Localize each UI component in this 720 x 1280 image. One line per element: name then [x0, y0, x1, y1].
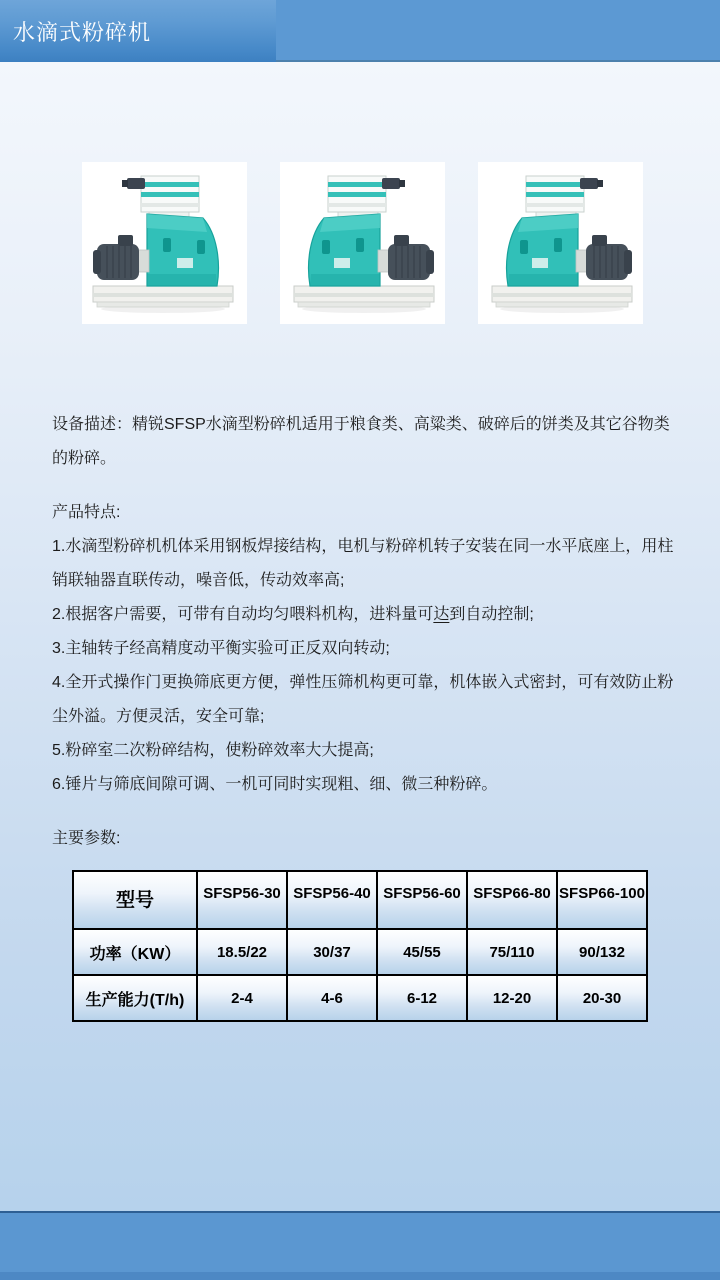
feature-item-2-underlined: 达 — [433, 606, 450, 623]
table-header-sfsp66-100: SFSP66-100 — [557, 871, 647, 929]
capacity-cell-2: 4-6 — [287, 975, 377, 1021]
table-header-row — [73, 871, 647, 929]
content-area — [0, 62, 720, 1211]
table-header-model: 型号 — [73, 871, 197, 929]
table-row-power — [73, 929, 647, 975]
capacity-cell-5: 20-30 — [557, 975, 647, 1021]
params-table — [72, 870, 648, 1022]
table-row-capacity — [73, 975, 647, 1021]
product-gallery — [82, 162, 720, 324]
table-header-sfsp56-30: SFSP56-30 — [197, 871, 287, 929]
text-column — [52, 408, 674, 856]
feature-item-6: 6.锤片与筛底间隙可调、一机可同时实现粗、细、微三种粉碎。 — [52, 776, 498, 793]
page-title: 水滴式粉碎机 — [13, 19, 152, 45]
power-cell-3: 45/55 — [377, 929, 467, 975]
page-title-tab — [0, 0, 276, 62]
feature-item-1: 1.水滴型粉碎机机体采用钢板焊接结构，电机与粉碎机转子安装在同一水平底座上，用柱销联轴器直联传动，噪音低，传动效率高; — [52, 538, 674, 589]
machine-illustration-icon — [82, 162, 247, 324]
product-photo-2[interactable] — [280, 162, 445, 324]
power-cell-4: 75/110 — [467, 929, 557, 975]
table-header-sfsp56-60: SFSP56-60 — [377, 871, 467, 929]
title-bar-fill — [276, 0, 720, 62]
title-bar — [0, 0, 720, 62]
feature-item-2-post: 到自动控制; — [449, 606, 534, 623]
power-cell-1: 18.5/22 — [197, 929, 287, 975]
machine-illustration-icon — [478, 162, 643, 324]
table-header-sfsp56-40: SFSP56-40 — [287, 871, 377, 929]
features-heading: 产品特点: — [52, 504, 121, 521]
power-cell-2: 30/37 — [287, 929, 377, 975]
capacity-cell-3: 6-12 — [377, 975, 467, 1021]
features-section — [52, 496, 674, 802]
feature-item-2 — [52, 598, 674, 632]
feature-item-4: 4.全开式操作门更换筛底更方便，弹性压筛机构更可靠，机体嵌入式密封，可有效防止粉尘外溢。方便灵活，安全可靠; — [52, 674, 674, 725]
row-label-power: 功率（KW） — [73, 929, 197, 975]
device-description: 设备描述：精锐SFSP水滴型粉碎机适用于粮食类、高粱类、破碎后的饼类及其它谷物类的粉碎。 — [52, 416, 670, 467]
capacity-cell-4: 12-20 — [467, 975, 557, 1021]
product-photo-1[interactable] — [82, 162, 247, 324]
feature-item-2-pre: 2.根据客户需要，可带有自动均匀喂料机构，进料量可 — [52, 606, 434, 623]
feature-item-3: 3.主轴转子经高精度动平衡实验可正反双向转动; — [52, 640, 390, 657]
feature-item-5: 5.粉碎室二次粉碎结构，使粉碎效率大大提高; — [52, 742, 374, 759]
power-cell-5: 90/132 — [557, 929, 647, 975]
table-header-sfsp66-80: SFSP66-80 — [467, 871, 557, 929]
capacity-cell-1: 2-4 — [197, 975, 287, 1021]
params-heading: 主要参数: — [52, 830, 121, 847]
row-label-capacity: 生产能力(T/h) — [73, 975, 197, 1021]
product-photo-3[interactable] — [478, 162, 643, 324]
machine-illustration-icon — [280, 162, 445, 324]
footer-bar — [0, 1211, 720, 1280]
